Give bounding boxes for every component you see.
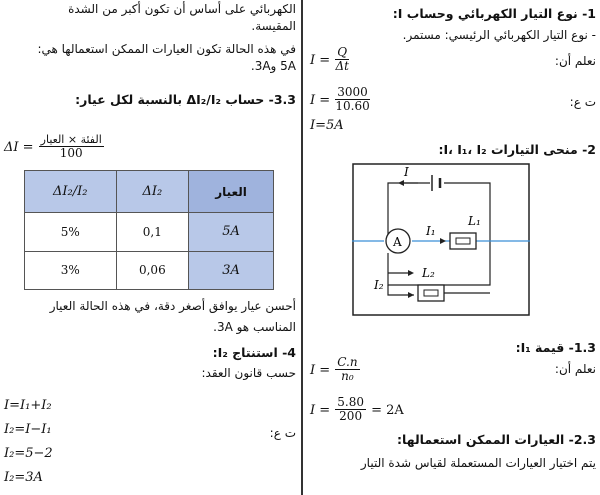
note-line-1: في هذه الحالة تكون العيارات الممكن استعمالها هي: bbox=[37, 42, 296, 56]
formula-denominator: n₀ bbox=[341, 369, 354, 383]
formula-lhs: ΔI = bbox=[4, 140, 34, 155]
table-cell: 3% bbox=[25, 251, 117, 290]
table-row bbox=[25, 213, 274, 252]
circuit-label-L2: L₂ bbox=[422, 266, 435, 280]
arrow-I-icon bbox=[398, 180, 404, 186]
table-cell: 0,06 bbox=[116, 251, 189, 290]
formula-numerator: 5.80 bbox=[337, 395, 364, 409]
table-row bbox=[25, 251, 274, 290]
formula-counter-values bbox=[310, 396, 404, 423]
formula-numerator: الفئة × العيار bbox=[40, 133, 102, 146]
column-divider bbox=[301, 0, 303, 495]
table-header-delta: ΔI₂ bbox=[116, 171, 189, 213]
formula-numerator: Q bbox=[337, 45, 348, 59]
formula-lhs: I = bbox=[310, 403, 331, 418]
section-2-3-title: 2.3- العيارات الممكن استعمالها: bbox=[397, 432, 596, 447]
formula-denominator: Δt bbox=[335, 59, 349, 73]
node-law-line: I₂=5−2 bbox=[4, 446, 53, 461]
circuit-label-I2: I₂ bbox=[374, 278, 384, 292]
table-cell: 0,1 bbox=[116, 213, 189, 252]
formula-charge bbox=[310, 46, 349, 73]
node-law-line: I₂=3A bbox=[4, 470, 43, 485]
section-2-title: 2- منحى التيارات I، I₁، I₂: bbox=[438, 142, 596, 157]
section-4-title: 4- استنتاج I₂: bbox=[212, 345, 296, 360]
te-label-left: ت ع: bbox=[269, 426, 296, 440]
section-1-te: ت ع: bbox=[569, 95, 596, 109]
formula-numerator: 3000 bbox=[337, 85, 368, 99]
formula-lhs: I = bbox=[310, 93, 331, 108]
section-1-3-know: نعلم أن: bbox=[554, 362, 596, 376]
section-4-intro: حسب قانون العقد: bbox=[201, 366, 296, 380]
wire-top-left bbox=[388, 183, 430, 237]
formula-counter bbox=[310, 356, 360, 383]
formula-rhs: = 2A bbox=[371, 403, 404, 418]
section-1-3-title: 1.3- قيمة I₁: bbox=[515, 340, 596, 355]
conclusion-line-2: المناسب هو 3A. bbox=[213, 320, 296, 334]
section-1-know: نعلم أن: bbox=[554, 54, 596, 68]
node-law-line: I₂=I−I₁ bbox=[4, 422, 52, 437]
section-1-result: I=5A bbox=[310, 118, 344, 133]
arrow-I1-icon bbox=[440, 238, 446, 244]
circuit-label-A: A bbox=[393, 235, 402, 249]
section-2-3-text: يتم اختيار العيارات المستعملة لقياس شدة التيار bbox=[360, 456, 596, 470]
note-line-2: 5A و3A. bbox=[250, 59, 296, 73]
table-cell: 5% bbox=[25, 213, 117, 252]
intro-line-2: المقيسة. bbox=[251, 19, 296, 33]
formula-denominator: 100 bbox=[59, 146, 83, 160]
section-1-type: - نوع التيار الكهربائي الرئيسي: مستمر. bbox=[402, 28, 596, 42]
formula-denominator: 10.60 bbox=[335, 99, 370, 113]
table-cell: 3A bbox=[189, 251, 274, 290]
formula-denominator: 200 bbox=[339, 409, 363, 423]
arrow-I2-icon bbox=[408, 292, 414, 298]
circuit-diagram bbox=[352, 163, 530, 316]
caliber-table bbox=[24, 170, 274, 290]
intro-line-1: الكهربائي على أساس أن تكون أكبر من الشدة bbox=[68, 2, 296, 16]
formula-lhs: I = bbox=[310, 363, 331, 378]
circuit-label-I1: I₁ bbox=[426, 224, 436, 238]
circuit-label-I: I bbox=[404, 165, 409, 179]
lamp-L2-icon bbox=[418, 285, 444, 301]
circuit-label-L1: L₁ bbox=[468, 214, 481, 228]
section-3-3-title: 3.3- حساب ΔI₂/I₂ بالنسبة لكل عيار: bbox=[75, 92, 296, 107]
formula-charge-values bbox=[310, 86, 370, 113]
lamp-L1-icon bbox=[450, 233, 476, 249]
formula-delta-i bbox=[4, 133, 104, 160]
formula-lhs: I = bbox=[310, 53, 331, 68]
conclusion-line-1: أحسن عيار يوافق أصغر دقة، في هذه الحالة العيار bbox=[49, 299, 296, 313]
table-header-caliber: العيار bbox=[189, 171, 274, 213]
table-cell: 5A bbox=[189, 213, 274, 252]
node-law-line: I=I₁+I₂ bbox=[4, 398, 52, 413]
section-1-title: 1- نوع التيار الكهربائي وحساب I: bbox=[392, 6, 596, 21]
table-header-ratio: ΔI₂/I₂ bbox=[25, 171, 117, 213]
formula-numerator: C.n bbox=[337, 355, 358, 369]
